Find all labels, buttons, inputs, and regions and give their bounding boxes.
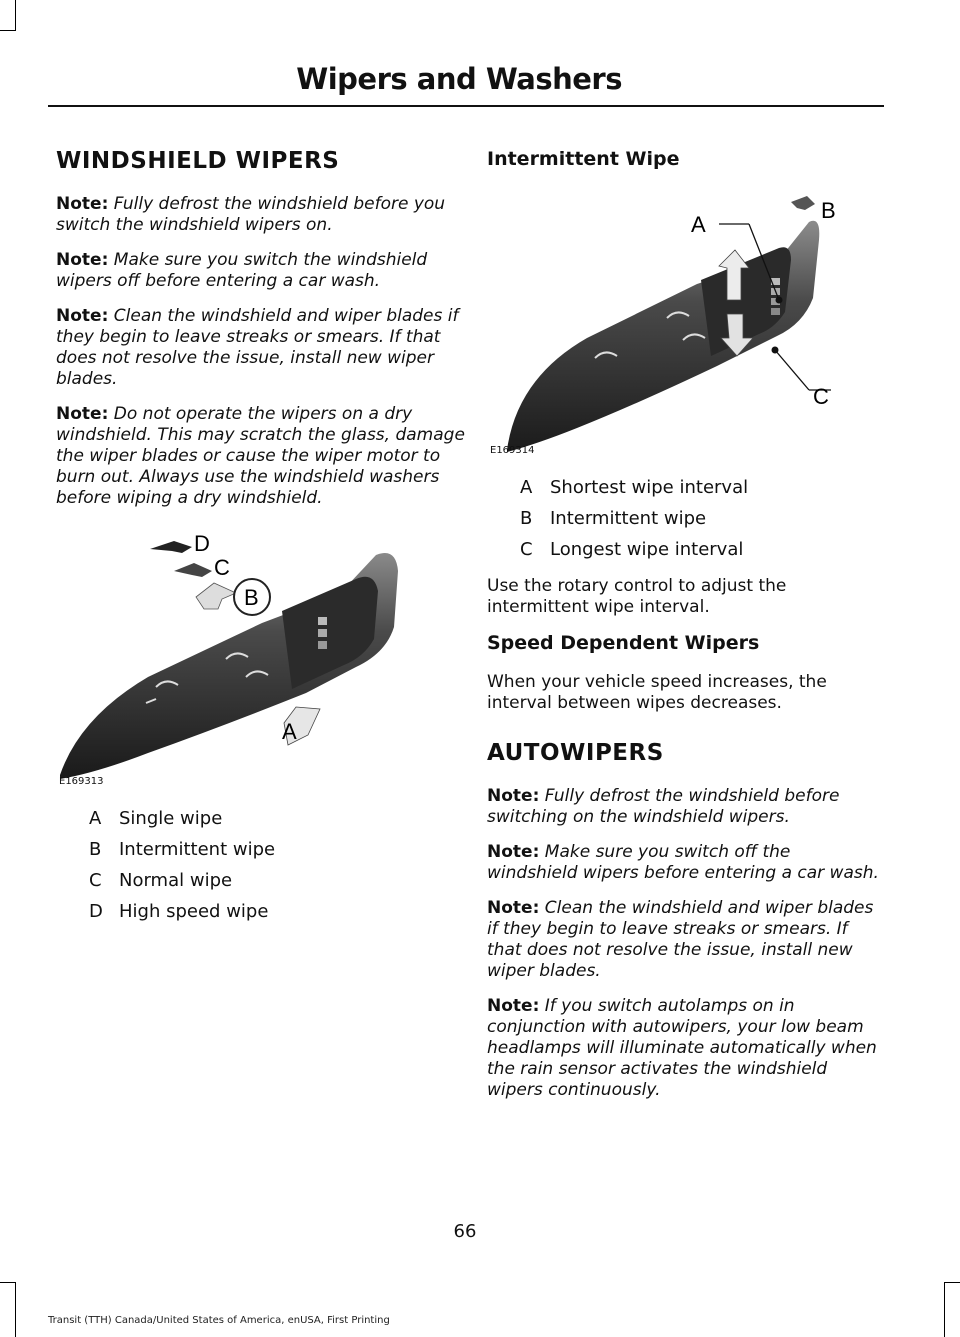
crop-mark	[944, 1282, 945, 1337]
crop-mark	[0, 1282, 16, 1283]
note	[56, 404, 476, 509]
legend-list	[487, 478, 882, 560]
legend-item	[56, 902, 476, 922]
note-text: If you switch autolamps on in conjunction with autowipers, your low beam headlamps will illuminate automatically when the rain sensor activates the windshield wipers continuously.	[487, 996, 877, 1100]
legend-value: Normal wipe	[119, 870, 233, 891]
legend-item	[56, 809, 476, 829]
footer-text: Transit (TTH) Canada/United States of America, enUSA, First Printing	[48, 1315, 390, 1326]
section-heading-autowipers: AUTOWIPERS	[487, 740, 664, 766]
legend-value: Longest wipe interval	[550, 539, 744, 560]
legend-list	[56, 809, 476, 922]
legend-value: Intermittent wipe	[119, 839, 276, 860]
legend-item	[487, 540, 882, 560]
note	[487, 786, 882, 828]
page-title: Wipers and Washers	[296, 62, 622, 96]
legend-key: D	[89, 901, 103, 922]
wiper-stalk-figure	[56, 527, 406, 789]
crop-mark	[15, 1282, 16, 1337]
note-label: Note:	[56, 306, 109, 326]
legend-item	[487, 478, 882, 498]
left-column	[56, 148, 476, 938]
body-text: When your vehicle speed increases, the interval between wipes decreases.	[487, 672, 827, 713]
legend-key: B	[89, 839, 102, 860]
subheading-intermittent-wipe: Intermittent Wipe	[487, 148, 680, 170]
note-text: Do not operate the wipers on a dry windshield. This may scratch the glass, damage the wiper blades or cause the wiper motor to burn out. Always use the windshield washers before wiping a dry windshield.	[56, 404, 465, 508]
legend-item	[56, 871, 476, 891]
callout-c: C	[813, 384, 829, 409]
legend-value: High speed wipe	[119, 901, 269, 922]
note-text: Clean the windshield and wiper blades if they begin to leave streaks or smears. If that does not resolve the issue, install new wiper blades.	[56, 306, 459, 389]
note	[487, 898, 882, 982]
callout-b: B	[821, 198, 836, 223]
figure-code: E169314	[490, 445, 535, 456]
note	[487, 842, 882, 884]
legend-value: Single wipe	[119, 808, 223, 829]
note-label: Note:	[56, 250, 109, 270]
note-text: Clean the windshield and wiper blades if they begin to leave streaks or smears. If that does not resolve the issue, install new wiper blades.	[487, 898, 874, 981]
legend-value: Shortest wipe interval	[550, 477, 749, 498]
legend-value: Intermittent wipe	[550, 508, 707, 529]
crop-mark	[944, 1282, 960, 1283]
note-label: Note:	[487, 842, 540, 862]
legend-item	[56, 840, 476, 860]
note-label: Note:	[56, 194, 109, 214]
rotary-control-illustration	[487, 188, 837, 458]
crop-mark	[0, 30, 16, 31]
legend-key: A	[89, 808, 102, 829]
note	[56, 306, 476, 390]
legend-key: C	[520, 539, 533, 560]
wiper-stalk-illustration	[56, 527, 406, 789]
section-heading-windshield-wipers: WINDSHIELD WIPERS	[56, 148, 340, 174]
note-label: Note:	[487, 786, 540, 806]
page-number: 66	[453, 1221, 477, 1242]
legend-item	[487, 509, 882, 529]
callout-c: C	[214, 555, 230, 580]
header-rule	[48, 105, 884, 107]
legend-key: C	[89, 870, 102, 891]
legend-key: B	[520, 508, 533, 529]
callout-a: A	[282, 719, 297, 744]
note-label: Note:	[487, 898, 540, 918]
figure-code: E169313	[59, 776, 104, 787]
note-text: Fully defrost the windshield before you switch the windshield wipers on.	[56, 194, 446, 235]
callout-a: A	[691, 212, 706, 237]
right-column	[487, 148, 882, 1115]
note-label: Note:	[487, 996, 540, 1016]
body-text: Use the rotary control to adjust the intermittent wipe interval.	[487, 576, 787, 617]
note-text: Make sure you switch off the windshield wipers before entering a car wash.	[487, 842, 879, 883]
note-label: Note:	[56, 404, 109, 424]
note-text: Fully defrost the windshield before switching on the windshield wipers.	[487, 786, 840, 827]
subheading-speed-dependent-wipers: Speed Dependent Wipers	[487, 632, 760, 654]
rotary-control-figure	[487, 188, 837, 458]
note	[56, 194, 476, 236]
legend-key: A	[520, 477, 533, 498]
note-text: Make sure you switch the windshield wipers off before entering a car wash.	[56, 250, 428, 291]
note	[487, 996, 882, 1101]
note	[56, 250, 476, 292]
callout-d: D	[194, 531, 210, 556]
callout-b: B	[244, 585, 259, 610]
crop-mark	[15, 0, 16, 30]
